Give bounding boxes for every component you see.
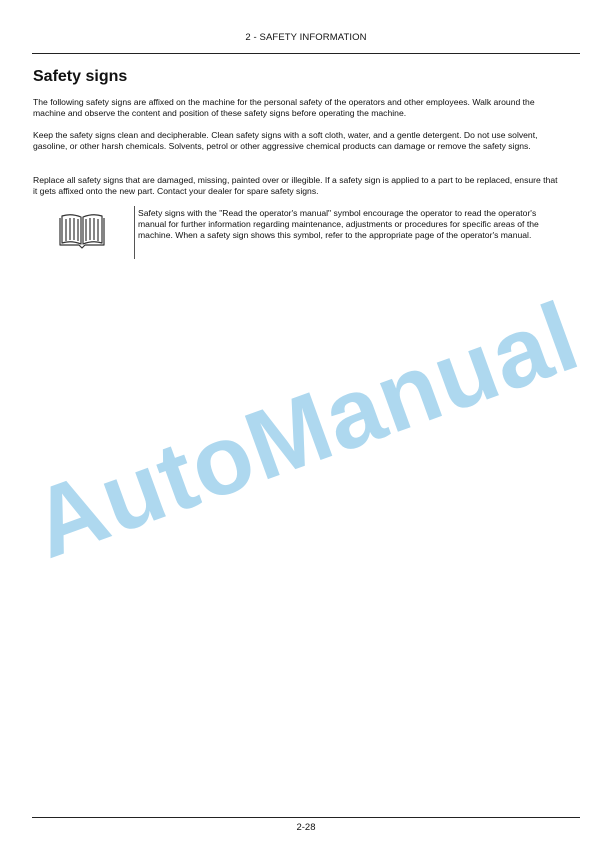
- paragraph-replacement: Replace all safety signs that are damaged, missing, painted over or illegible. If a safety sign is applied to a part to be replaced, ensure that it gets affixed onto the new part. Contact your dealer for spare safety signs.: [33, 175, 558, 197]
- note-divider: [134, 206, 135, 259]
- page-header: 2 - SAFETY INFORMATION: [245, 32, 367, 43]
- page-number: 2-28: [296, 822, 316, 833]
- header-divider: [32, 53, 580, 54]
- page-title: Safety signs: [33, 68, 128, 85]
- open-book-icon: [57, 212, 107, 250]
- paragraph-cleaning: Keep the safety signs clean and decipherable. Clean safety signs with a soft cloth, water, and a gentle detergent. Do not use solvent, gasoline, or other harsh chemicals. Solvents, petrol or other aggressive chemical products can damage or remove the safety signs.: [33, 130, 538, 152]
- footer-divider: [32, 817, 580, 818]
- manual-symbol-note: Safety signs with the "Read the operator's manual" symbol encourage the operator to read the operator's manual for further information regarding maintenance, adjustments or procedures for specific areas of the machine. When a safety sign shows this symbol, refer to the appropriate page of the operator's manual.: [138, 208, 539, 241]
- paragraph-intro: The following safety signs are affixed on the machine for the personal safety of the operators and other employees. Walk around the machine and observe the content and position of these safety signs before operating the machine.: [33, 97, 535, 119]
- watermark: AutoManual: [17, 280, 592, 579]
